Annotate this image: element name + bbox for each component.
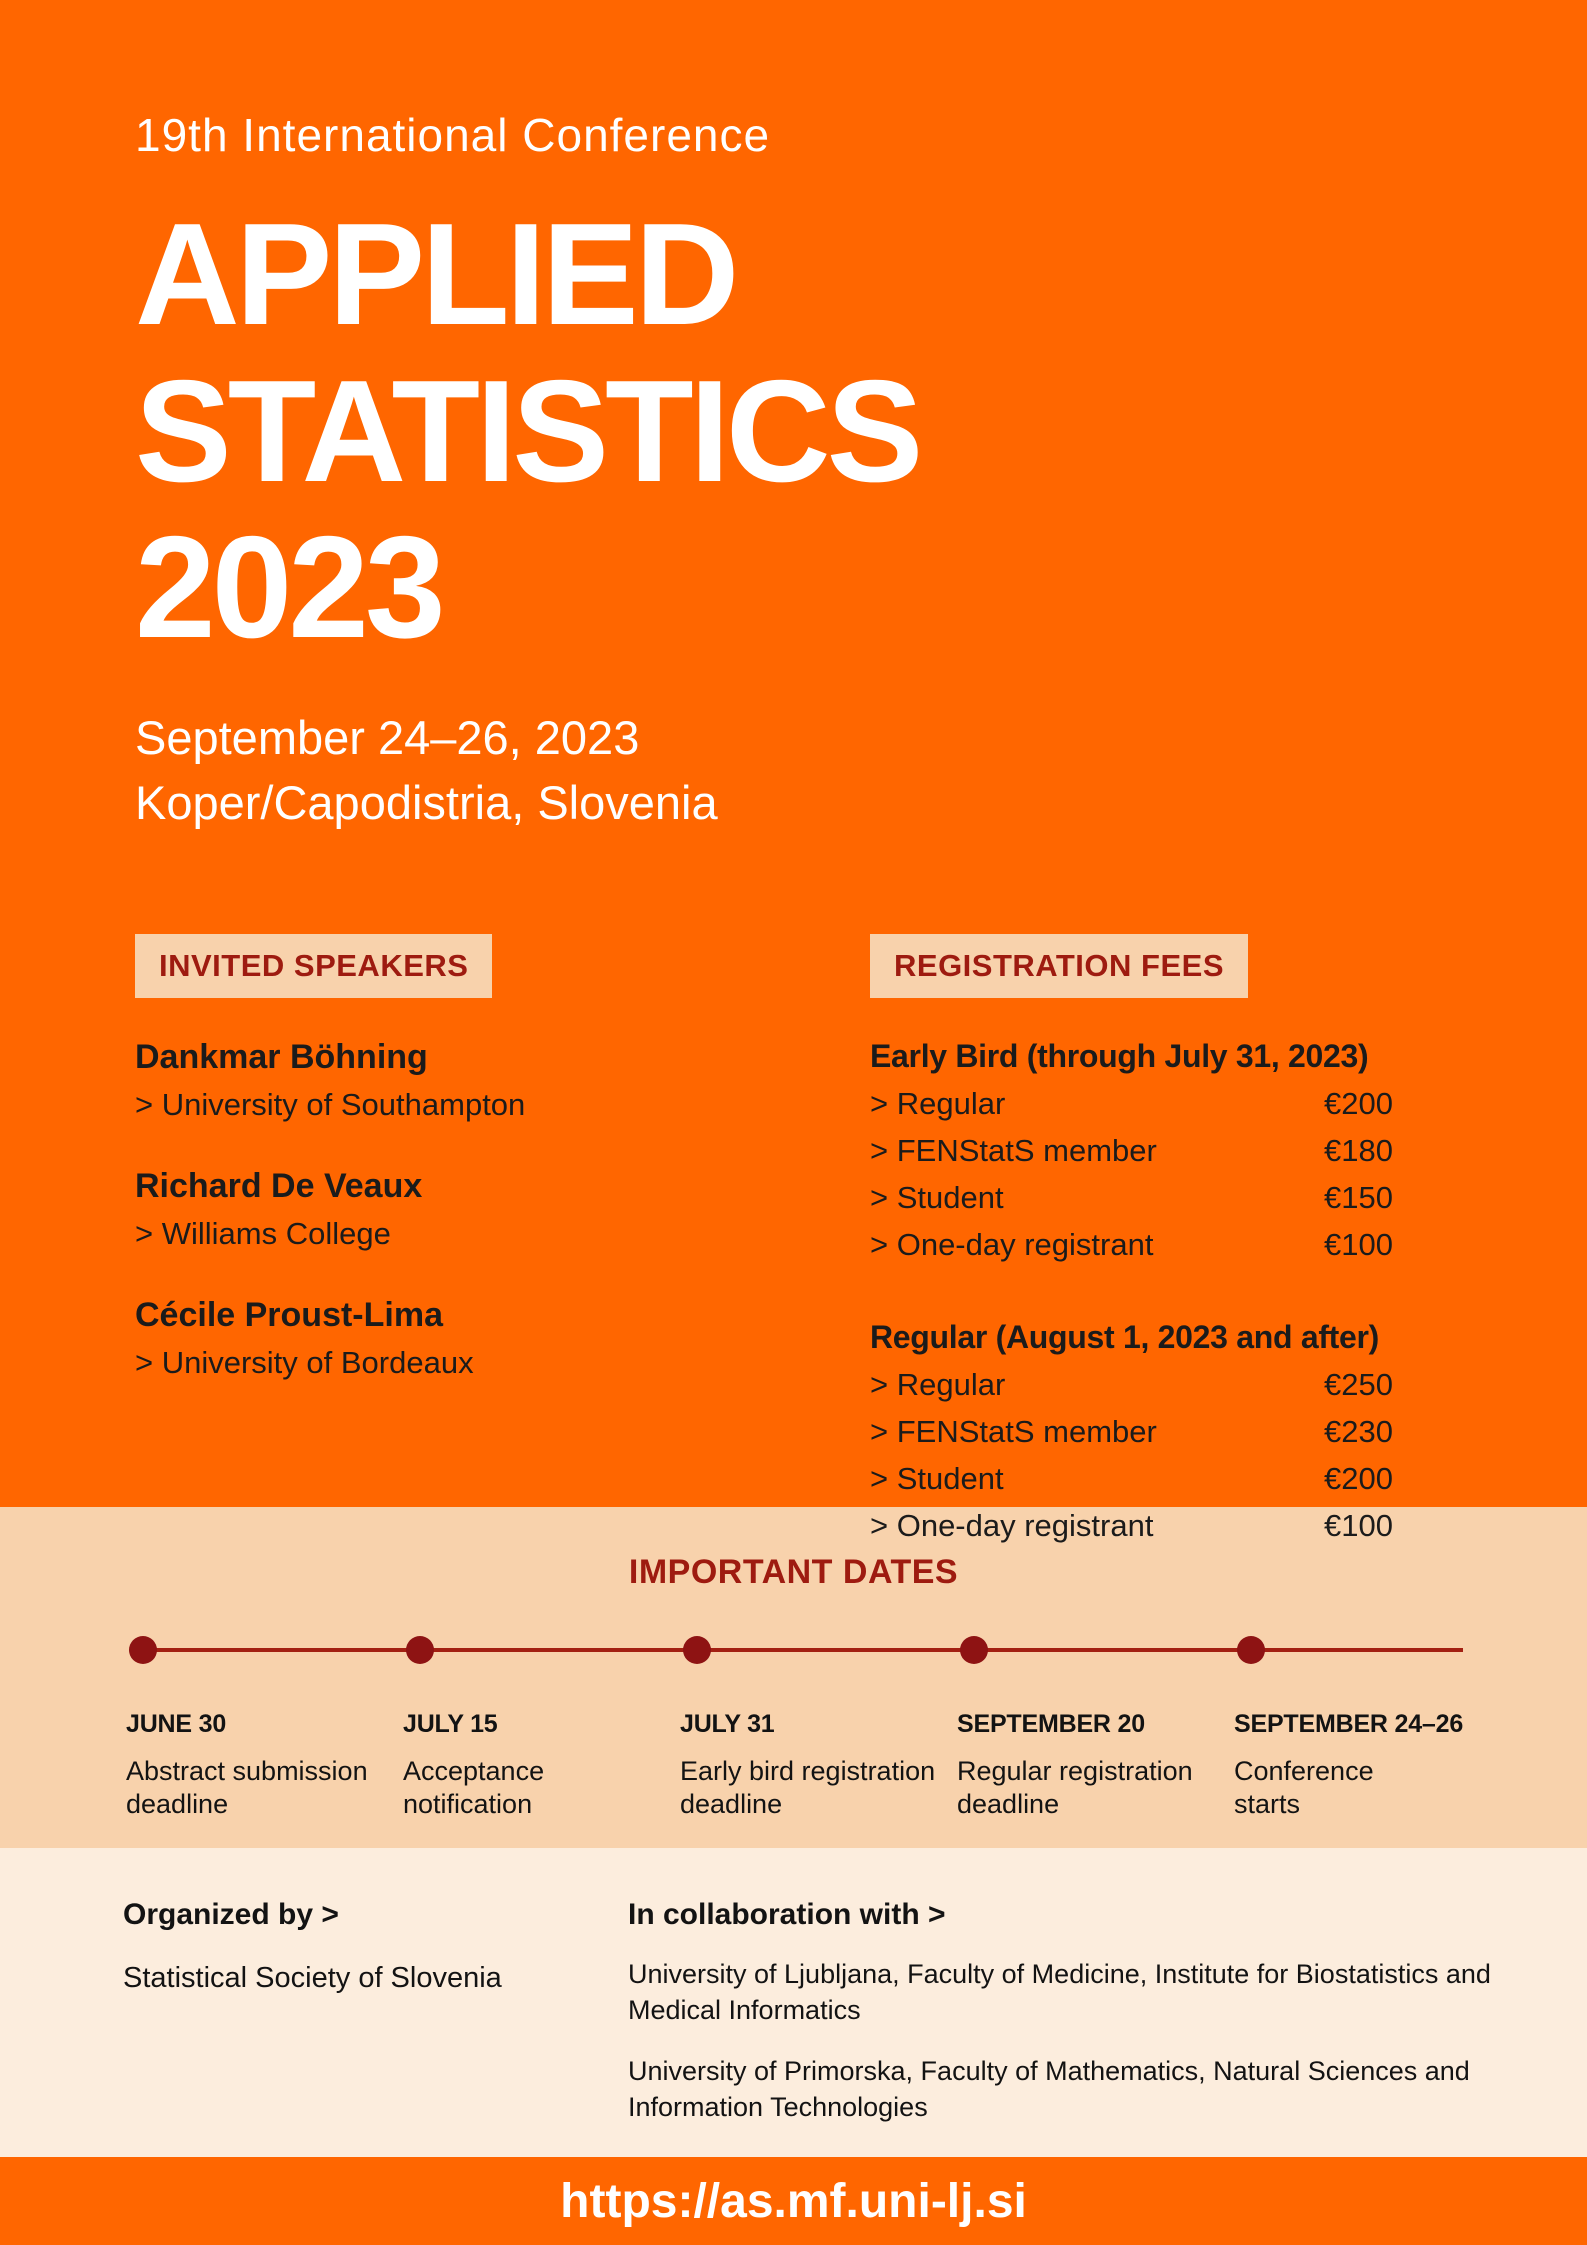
speaker-item (135, 1038, 870, 1123)
fee-label: > Student (870, 1460, 1004, 1496)
timeline-description (642, 1755, 936, 1822)
timeline-description (365, 1755, 642, 1822)
fee-group-title: Regular (August 1, 2023 and after) (870, 1318, 1380, 1355)
timeline-date: JULY 31 (680, 1710, 775, 1738)
timeline-description-line: Conference (1234, 1756, 1374, 1786)
organizer-name: Statistical Society of Slovenia (123, 1962, 502, 1994)
timeline-description-line: Early bird registration (680, 1756, 936, 1786)
fee-label: > One-day registrant (870, 1226, 1154, 1262)
fee-row (870, 1367, 1393, 1403)
speaker-name: Cécile Proust-Lima (135, 1295, 443, 1334)
timeline-description-line: starts (1234, 1789, 1301, 1820)
fee-row (870, 1180, 1393, 1216)
collaborator-line: University of Ljubljana, Faculty of Medicine, Institute for Biostatistics and (628, 1959, 1491, 1989)
timeline (0, 1636, 1587, 1822)
collaborator (628, 1957, 1568, 2029)
fee-row (870, 1508, 1393, 1544)
collaborator-line: Medical Informatics (628, 1994, 861, 2025)
fee-label: > Student (870, 1179, 1004, 1215)
timeline-item (919, 1636, 1196, 1822)
timeline-description-line: Abstract submission (126, 1756, 368, 1786)
timeline-date: JUNE 30 (126, 1710, 227, 1738)
fee-label: > FENStatS member (870, 1413, 1157, 1449)
poster-title-line3: 2023 (135, 506, 442, 669)
footer-section (0, 1848, 1587, 2157)
fee-row (870, 1461, 1393, 1497)
fee-price: €100 (1324, 1507, 1393, 1543)
timeline-description (88, 1755, 368, 1822)
timeline-dot-icon (683, 1636, 711, 1664)
speaker-name: Richard De Veaux (135, 1166, 423, 1205)
timeline-dot-icon (1237, 1636, 1265, 1664)
conference-kicker: 19th International Conference (135, 109, 771, 161)
speaker-affiliation: > University of Bordeaux (135, 1344, 474, 1380)
fee-price: €200 (1324, 1460, 1393, 1496)
fee-label: > FENStatS member (870, 1132, 1157, 1168)
timeline-description (1196, 1755, 1473, 1822)
speaker-name: Dankmar Böhning (135, 1037, 428, 1076)
hero-columns (135, 934, 1452, 1544)
conference-location: Koper/Capodistria, Slovenia (135, 775, 718, 829)
timeline-description (919, 1755, 1196, 1822)
timeline-dot-icon (129, 1636, 157, 1664)
speaker-affiliation: > Williams College (135, 1215, 391, 1251)
organized-by-column (123, 1898, 628, 2157)
invited-speakers-heading: INVITED SPEAKERS (135, 934, 492, 998)
timeline-description-line: deadline (957, 1789, 1060, 1820)
collaborator-line: Information Technologies (628, 2091, 928, 2122)
fee-row (870, 1133, 1393, 1169)
fee-row (870, 1227, 1393, 1263)
invited-speakers-column (135, 934, 870, 1544)
fee-price: €100 (1324, 1226, 1393, 1262)
fee-label: > Regular (870, 1366, 1006, 1402)
fee-group-title: Early Bird (through July 31, 2023) (870, 1037, 1369, 1074)
fee-row (870, 1414, 1393, 1450)
timeline-item (365, 1636, 642, 1822)
poster-title-line2: STATISTICS (135, 349, 920, 512)
fee-price: €250 (1324, 1366, 1393, 1402)
registration-fees-heading: REGISTRATION FEES (870, 934, 1248, 998)
date-location (135, 706, 1452, 836)
timeline-item (642, 1636, 936, 1822)
timeline-description-line: deadline (680, 1789, 783, 1820)
organized-by-heading: Organized by > (123, 1898, 339, 1931)
important-dates-section (0, 1507, 1587, 1848)
fee-label: > Regular (870, 1085, 1006, 1121)
conference-url: https://as.mf.uni-lj.si (560, 2174, 1027, 2228)
speaker-item (135, 1296, 870, 1381)
fee-price: €230 (1324, 1413, 1393, 1449)
important-dates-heading: IMPORTANT DATES (628, 1553, 959, 1591)
timeline-description-line: Acceptance (403, 1756, 545, 1786)
fee-price: €150 (1324, 1179, 1393, 1215)
timeline-description-line: deadline (126, 1789, 229, 1820)
fee-group-regular (870, 1319, 1393, 1544)
fee-price: €200 (1324, 1085, 1393, 1121)
timeline-date: JULY 15 (403, 1710, 498, 1738)
registration-fees-column (870, 934, 1393, 1544)
timeline-dot-icon (960, 1636, 988, 1664)
timeline-item (88, 1636, 368, 1822)
fee-group-early-bird (870, 1038, 1393, 1263)
poster-title-line1: APPLIED (135, 193, 736, 355)
conference-dates: September 24–26, 2023 (135, 710, 640, 764)
url-bar (0, 2157, 1587, 2245)
timeline-item (1196, 1636, 1473, 1822)
collaborator-line: University of Primorska, Faculty of Mathematics, Natural Sciences and (628, 2055, 1470, 2086)
collaboration-column (628, 1898, 1568, 2157)
collaborator (628, 2054, 1568, 2126)
speaker-affiliation: > University of Southampton (135, 1086, 526, 1122)
timeline-date: SEPTEMBER 24–26 (1234, 1710, 1464, 1738)
timeline-dot-icon (406, 1636, 434, 1664)
fee-row (870, 1086, 1393, 1122)
speaker-item (135, 1167, 870, 1252)
collaboration-heading: In collaboration with > (628, 1898, 946, 1931)
poster-title (135, 193, 1452, 669)
timeline-description-line: Regular registration (957, 1756, 1193, 1786)
fee-price: €180 (1324, 1132, 1393, 1168)
timeline-date: SEPTEMBER 20 (957, 1710, 1145, 1738)
fee-label: > One-day registrant (870, 1507, 1154, 1543)
timeline-description-line: notification (403, 1789, 533, 1820)
